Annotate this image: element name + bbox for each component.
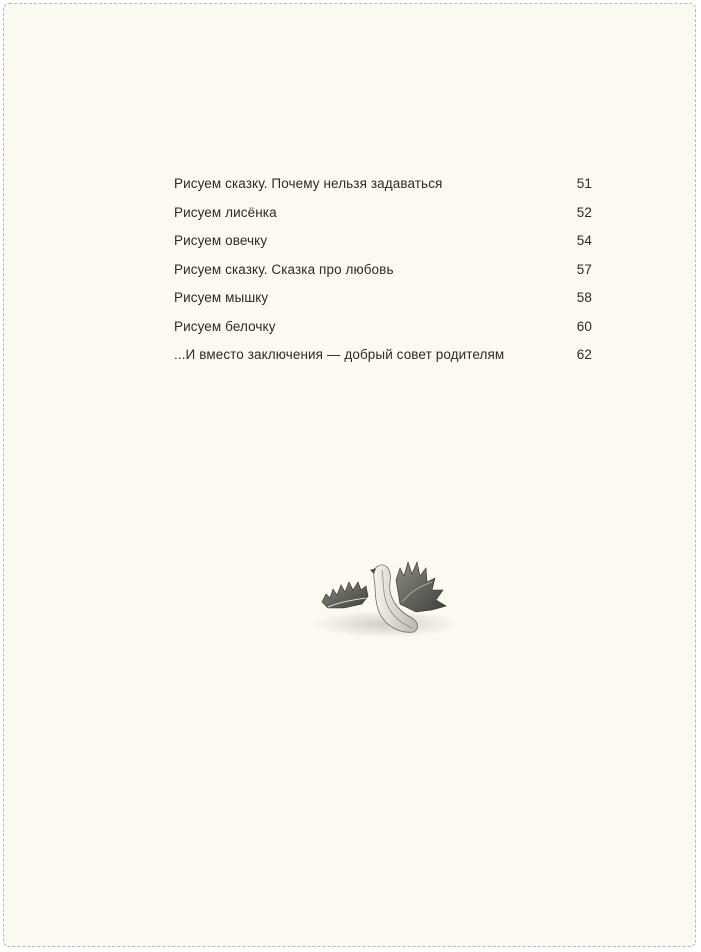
toc-entry: [174, 319, 592, 348]
toc-entry-page: 60: [576, 318, 592, 334]
toc-entry-page: 58: [576, 290, 592, 305]
toc-entry-page: 57: [576, 261, 592, 277]
toc-entry-title: Рисуем лисёнка: [174, 204, 277, 220]
book-page: [3, 3, 696, 947]
toc-entry: [174, 262, 592, 291]
toc-entry: [174, 176, 592, 205]
toc-entry-title: Рисуем белочку: [174, 318, 276, 334]
table-of-contents: [174, 176, 592, 376]
toc-entry-page: 62: [576, 347, 592, 362]
toc-entry-title: ...И вместо заключения — добрый совет родителям: [174, 347, 505, 362]
toc-entry-page: 51: [576, 176, 592, 191]
toc-entry-page: 54: [576, 233, 592, 248]
toc-entry-title: Рисуем мышку: [174, 290, 269, 305]
toc-entry-title: Рисуем сказку. Сказка про любовь: [174, 261, 394, 277]
toc-entry: [174, 205, 592, 234]
toc-entry: [174, 290, 592, 319]
toc-entry-title: Рисуем овечку: [174, 233, 268, 248]
toc-entry: [174, 347, 592, 376]
toc-entry-title: Рисуем сказку. Почему нельзя задаваться: [174, 176, 443, 191]
toc-entry: [174, 233, 592, 262]
pencil-shavings-icon: [304, 552, 464, 644]
toc-entry-page: 52: [576, 204, 592, 220]
